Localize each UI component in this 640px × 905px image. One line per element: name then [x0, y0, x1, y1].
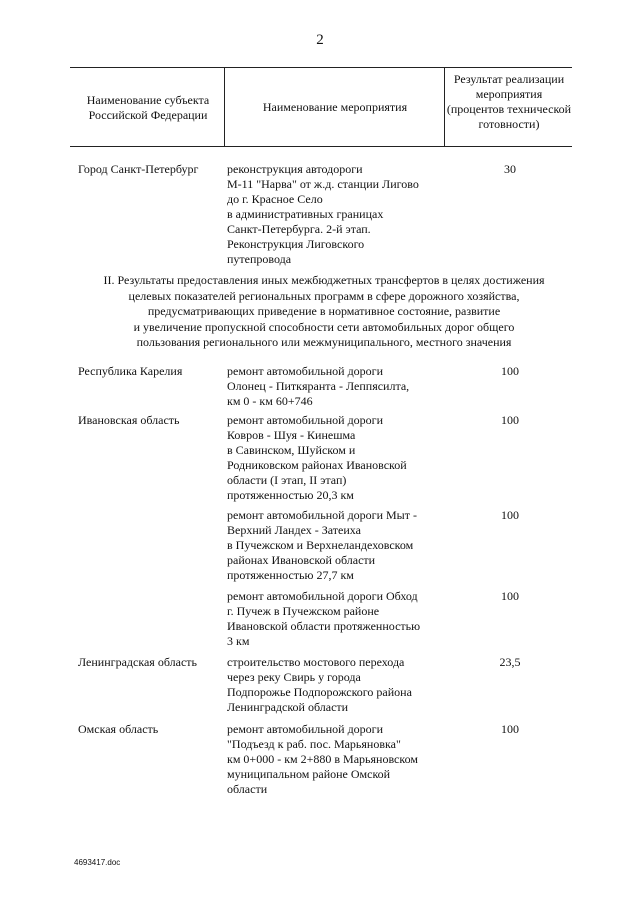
page-number: 2 [316, 32, 324, 48]
row-region: Ивановская область [78, 413, 180, 427]
row-region: Город Санкт-Петербург [78, 162, 199, 176]
row-region: Ленинградская область [78, 655, 197, 669]
header-result: Результат реализации мероприятия (процентов технической готовности) [446, 72, 572, 131]
row-region: Республика Карелия [78, 364, 183, 378]
row-result: 100 [501, 413, 519, 427]
row-event: строительство мостового перехода через реку Свирь у города Подпорожье Подпорожского района Ленинградской области [227, 655, 412, 714]
document-code: 4693417.doc [74, 858, 121, 867]
table-header-bottom-rule [70, 146, 572, 147]
row-result: 100 [501, 508, 519, 522]
section-title: II. Результаты предоставления иных межбюджетных трансфертов в целях достижения целевых показателей региональных программ в сфере дорожного хозяйства, предусматривающих приведение в нормативное состояние, развитие и увеличение пропускной способности сети автомобильных дорог общего пользования регионального или межмуниципального, местного значения [103, 273, 545, 349]
header-divider-2 [444, 67, 445, 147]
header-divider-1 [224, 67, 225, 147]
header-region: Наименование субъекта Российской Федерации [86, 93, 210, 122]
row-result: 30 [504, 162, 516, 176]
row-event: ремонт автомобильной дороги Олонец - Питкяранта - Леппясилта, км 0 - км 60+746 [227, 364, 410, 408]
row-event: ремонт автомобильной дороги Ковров - Шуя - Кинешма в Савинском, Шуйском и Родниковском районах Ивановской области (I этап, II этап) протяженностью 20,3 км [227, 413, 407, 502]
row-event: ремонт автомобильной дороги Обход г. Пучеж в Пучежском районе Ивановской области протяженностью 3 км [227, 589, 421, 648]
row-result: 100 [501, 722, 519, 736]
row-event: ремонт автомобильной дороги "Подъезд к раб. пос. Марьяновка" км 0+000 - км 2+880 в Марьяновском муниципальном районе Омской области [227, 722, 418, 796]
header-event: Наименование мероприятия [262, 100, 408, 114]
table-top-rule [70, 67, 572, 68]
row-region: Омская область [78, 722, 159, 736]
row-result: 100 [501, 589, 519, 603]
row-result: 23,5 [499, 655, 521, 669]
row-result: 100 [501, 364, 519, 378]
row-event: реконструкция автодороги М-11 "Нарва" от ж.д. станции Лигово до г. Красное Село в административных границах Санкт-Петербурга. 2-й этап. Реконструкция Лиговского путепровода [227, 162, 419, 266]
row-event: ремонт автомобильной дороги Мыт - Верхний Ландех - Затеиха в Пучежском и Верхнеландеховском районах Ивановской области протяженностью 27,7 км [227, 508, 417, 582]
